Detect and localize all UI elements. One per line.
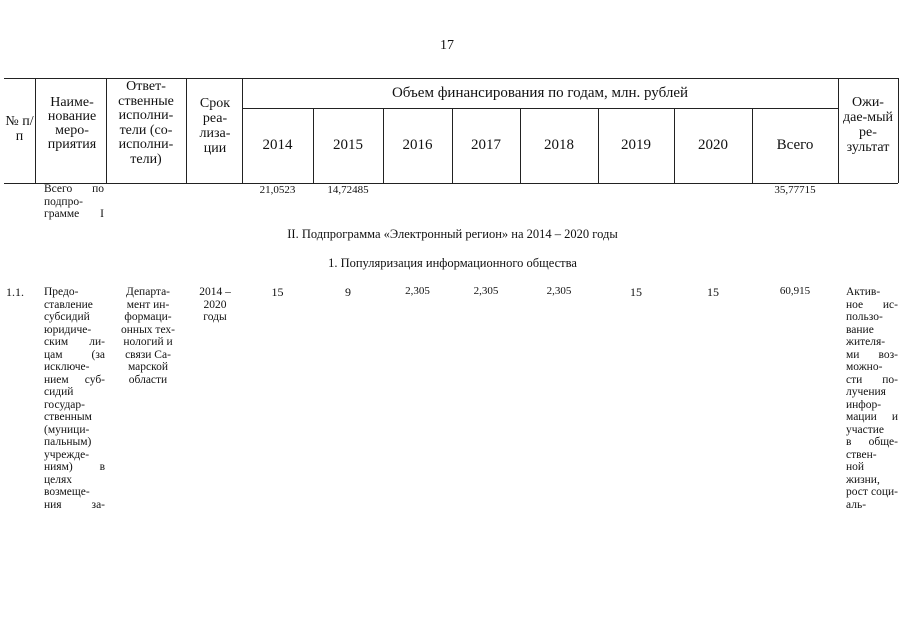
row-result-line: в обще- bbox=[846, 436, 898, 448]
row-result-line: участие bbox=[846, 423, 885, 436]
row-executor-line: Департа- bbox=[125, 286, 171, 298]
row-name-line: цам (за bbox=[44, 348, 105, 361]
row-result-line: аль- bbox=[846, 498, 867, 511]
header-result: Ожи-дае-мый ре-зультат bbox=[843, 95, 893, 155]
header-year-2019: 2019 bbox=[621, 137, 651, 153]
header-year-2014: 2014 bbox=[262, 137, 293, 153]
row-result-line: ствен- bbox=[846, 448, 877, 461]
row-executor-line: марской bbox=[127, 361, 169, 373]
row-executor bbox=[112, 286, 184, 386]
header-year-2015: 2015 bbox=[333, 137, 363, 153]
row-name-line: (муници- bbox=[44, 423, 90, 436]
row-name-line: целях bbox=[44, 473, 73, 486]
row-result-line: рост соци- bbox=[846, 486, 898, 498]
row-name-line: ским ли- bbox=[44, 336, 105, 348]
row-name-line: сидий bbox=[44, 386, 74, 398]
row-result bbox=[846, 286, 898, 511]
total-row-label: Всего по подпро-грамме I bbox=[44, 183, 104, 220]
row-executor-line: онных тех- bbox=[121, 323, 175, 336]
row-result-line: жителя- bbox=[846, 336, 886, 348]
row-name-line: нием суб- bbox=[44, 373, 105, 386]
row-name-line: субсидий bbox=[44, 311, 90, 323]
row-name-line: исключе- bbox=[44, 361, 90, 373]
row-term-line: 2014 – bbox=[199, 286, 231, 298]
row-name-line: возмеще- bbox=[44, 486, 90, 498]
row-name-line: юридиче- bbox=[44, 323, 92, 336]
header-year-2018: 2018 bbox=[544, 137, 574, 153]
row-executor-line: нологий и bbox=[123, 336, 173, 348]
row-value-2018: 2,305 bbox=[546, 285, 572, 297]
row-name-line: государ- bbox=[44, 398, 85, 411]
row-name-line: Предо- bbox=[44, 286, 79, 298]
row-executor-line: формаци- bbox=[124, 311, 172, 323]
row-value-2017: 2,305 bbox=[473, 285, 499, 297]
header-num: № п/п bbox=[5, 114, 34, 144]
row-result-line: инфор- bbox=[846, 398, 882, 411]
row-name-line: ственным bbox=[44, 411, 92, 423]
row-result-line: можно- bbox=[846, 361, 883, 373]
header-term: Срок реа-лиза-ции bbox=[199, 96, 231, 156]
row-name-line: ниям) в bbox=[44, 461, 105, 473]
row-value-2015: 9 bbox=[345, 285, 351, 299]
total-row-2014: 21,0523 bbox=[259, 184, 296, 196]
row-result-line: лучения bbox=[846, 386, 886, 398]
section-title: 1. Популяризация информационного общества bbox=[328, 256, 577, 270]
row-name-line: ния за- bbox=[44, 498, 105, 511]
subprogram-title: II. Подпрограмма «Электронный регион» на 2014 – 2020 годы bbox=[287, 227, 618, 241]
total-row-2015: 14,72485 bbox=[327, 184, 369, 196]
row-result-line: жизни, bbox=[846, 473, 880, 486]
row-result-line: ми воз- bbox=[846, 348, 898, 361]
row-result-line: ное ис- bbox=[846, 298, 898, 311]
row-executor-line: связи Са- bbox=[125, 348, 171, 361]
row-name bbox=[44, 286, 105, 511]
row-term-line: годы bbox=[203, 311, 227, 323]
row-number: 1.1. bbox=[6, 285, 24, 299]
row-name-line: пальным) bbox=[44, 436, 92, 448]
row-term bbox=[190, 286, 240, 324]
header-year-2020: 2020 bbox=[698, 137, 728, 153]
row-result-line: сти по- bbox=[846, 373, 898, 386]
row-executor-line: мент ин- bbox=[126, 298, 170, 311]
row-value-2014: 15 bbox=[271, 285, 284, 299]
row-result-line: вание bbox=[846, 323, 874, 336]
row-term-line: 2020 bbox=[203, 298, 227, 311]
header-total: Всего bbox=[776, 137, 814, 153]
row-name-line: ставление bbox=[44, 298, 93, 311]
row-result-line: мации и bbox=[846, 411, 898, 423]
row-result-line: ной bbox=[846, 461, 865, 473]
header-financing: Объем финансирования по годам, млн. рублей bbox=[391, 85, 689, 101]
header-executors: Ответ-ственные исполни-тели (со-исполни-тели) bbox=[118, 79, 174, 167]
header-year-2016: 2016 bbox=[402, 137, 433, 153]
row-value-total: 60,915 bbox=[779, 285, 811, 297]
row-value-2016: 2,305 bbox=[405, 285, 430, 297]
page-number: 17 bbox=[440, 38, 454, 53]
row-result-line: Актив- bbox=[846, 286, 881, 298]
header-name: Наиме-нование меро-приятия bbox=[47, 95, 97, 152]
row-value-2019: 15 bbox=[630, 285, 642, 299]
row-result-line: пользо- bbox=[846, 311, 883, 323]
row-value-2020: 15 bbox=[707, 285, 719, 299]
row-name-line: учрежде- bbox=[44, 448, 90, 461]
header-year-2017: 2017 bbox=[471, 137, 501, 153]
row-executor-line: области bbox=[128, 373, 168, 386]
total-row-total: 35,77715 bbox=[774, 184, 816, 196]
